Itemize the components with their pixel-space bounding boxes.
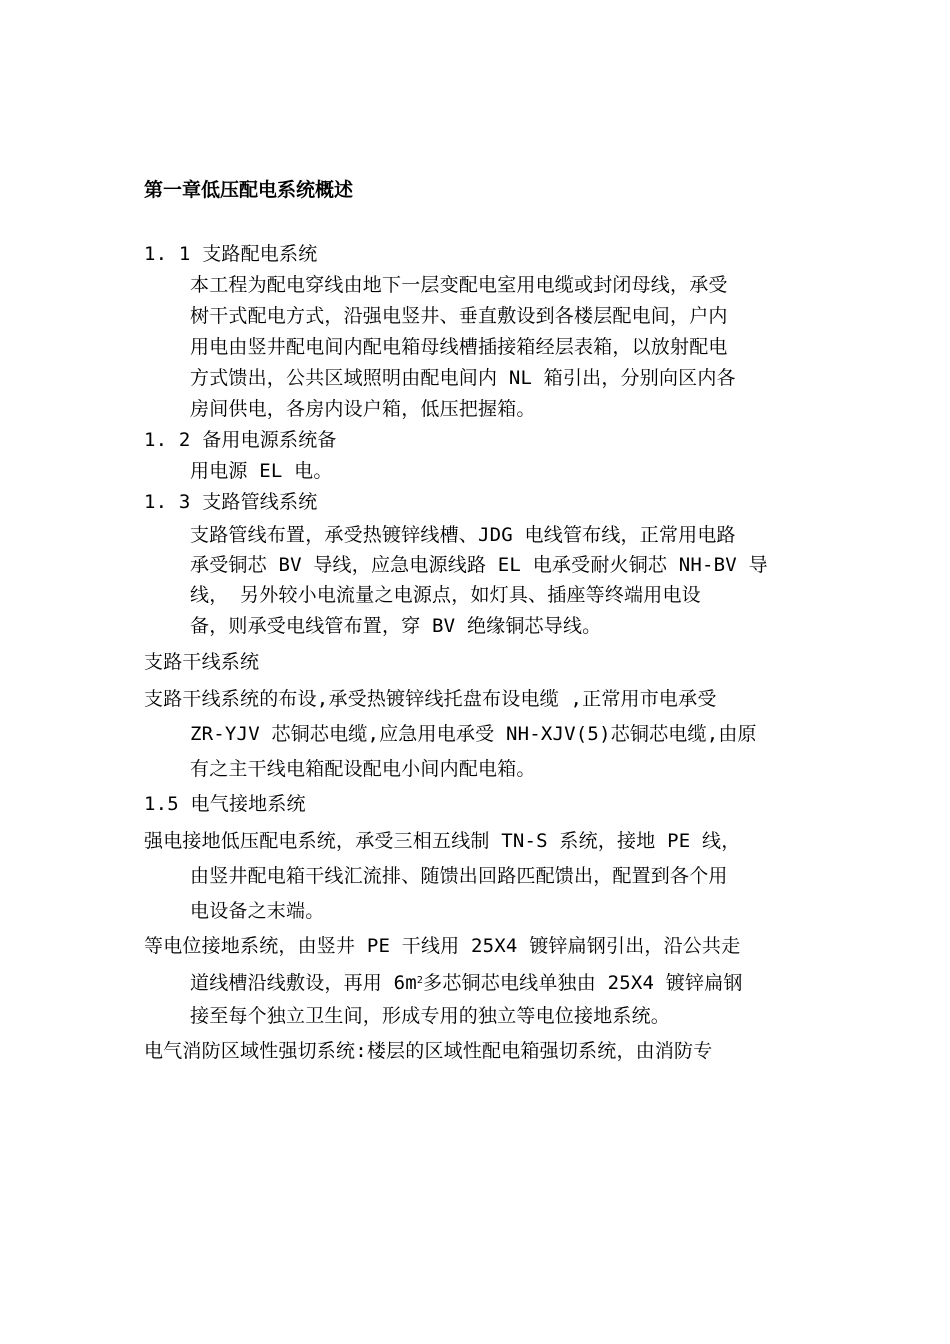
paragraph-line: 方式馈出，公共区域照明由配电间内 NL 箱引出，分别向区内各 bbox=[190, 367, 736, 389]
text-segment: 多芯铜芯电线单独由 25X4 镀锌扁钢 bbox=[423, 972, 743, 994]
paragraph-line: 等电位接地系统，由竖井 PE 干线用 25X4 镀锌扁钢引出，沿公共走 bbox=[144, 935, 741, 957]
section-heading-trunk: 支路干线系统 bbox=[144, 651, 260, 673]
paragraph-line: 本工程为配电穿线由地下一层变配电室用电缆或封闭母线，承受 bbox=[190, 274, 728, 296]
paragraph-line: 线， 另外较小电流量之电源点，如灯具、插座等终端用电设 bbox=[190, 584, 701, 606]
section-heading-1-5: 1.5 电气接地系统 bbox=[144, 793, 306, 815]
paragraph-line: 支路干线系统的布设,承受热镀锌线托盘布设电缆 ,正常用市电承受 bbox=[144, 688, 717, 710]
paragraph-line: 支路管线布置，承受热镀锌线槽、JDG 电线管布线，正常用电路 bbox=[190, 524, 736, 546]
paragraph-line: 有之主干线电箱配设配电小间内配电箱。 bbox=[190, 758, 536, 780]
paragraph-line: 承受铜芯 BV 导线，应急电源线路 EL 电承受耐火铜芯 NH-BV 导 bbox=[190, 554, 768, 576]
paragraph-line: 强电接地低压配电系统，承受三相五线制 TN-S 系统，接地 PE 线， bbox=[144, 830, 741, 852]
superscript-2: 2 bbox=[416, 975, 424, 986]
section-heading-1-2: 1. 2 备用电源系统备 bbox=[144, 429, 337, 451]
section-heading-1-3: 1. 3 支路管线系统 bbox=[144, 491, 318, 513]
paragraph-line: ZR-YJV 芯铜芯电缆,应急用电承受 NH-XJV(5)芯铜芯电缆,由原 bbox=[190, 723, 757, 745]
paragraph-line: 电设备之末端。 bbox=[190, 900, 325, 922]
paragraph-line: 用电源 EL 电。 bbox=[190, 460, 333, 482]
section-heading-1-1: 1. 1 支路配电系统 bbox=[144, 243, 318, 265]
paragraph-line: 树干式配电方式，沿强电竖井、垂直敷设到各楼层配电间，户内 bbox=[190, 305, 728, 327]
paragraph-line: 备，则承受电线管布置，穿 BV 绝缘铜芯导线。 bbox=[190, 615, 602, 637]
paragraph-line: 房间供电，各房内设户箱，低压把握箱。 bbox=[190, 398, 536, 420]
paragraph-line: 由竖井配电箱干线汇流排、随馈出回路匹配馈出，配置到各个用 bbox=[190, 865, 728, 887]
paragraph-line: 用电由竖井配电间内配电箱母线槽插接箱经层表箱，以放射配电 bbox=[190, 336, 728, 358]
paragraph-line bbox=[190, 966, 743, 998]
paragraph-line: 电气消防区域性强切系统:楼层的区域性配电箱强切系统，由消防专 bbox=[144, 1040, 713, 1062]
text-segment: 道线槽沿线敷设，再用 6m bbox=[190, 972, 417, 994]
paragraph-line: 接至每个独立卫生间，形成专用的独立等电位接地系统。 bbox=[190, 1005, 671, 1027]
chapter-title: 第一章低压配电系统概述 bbox=[144, 179, 354, 201]
